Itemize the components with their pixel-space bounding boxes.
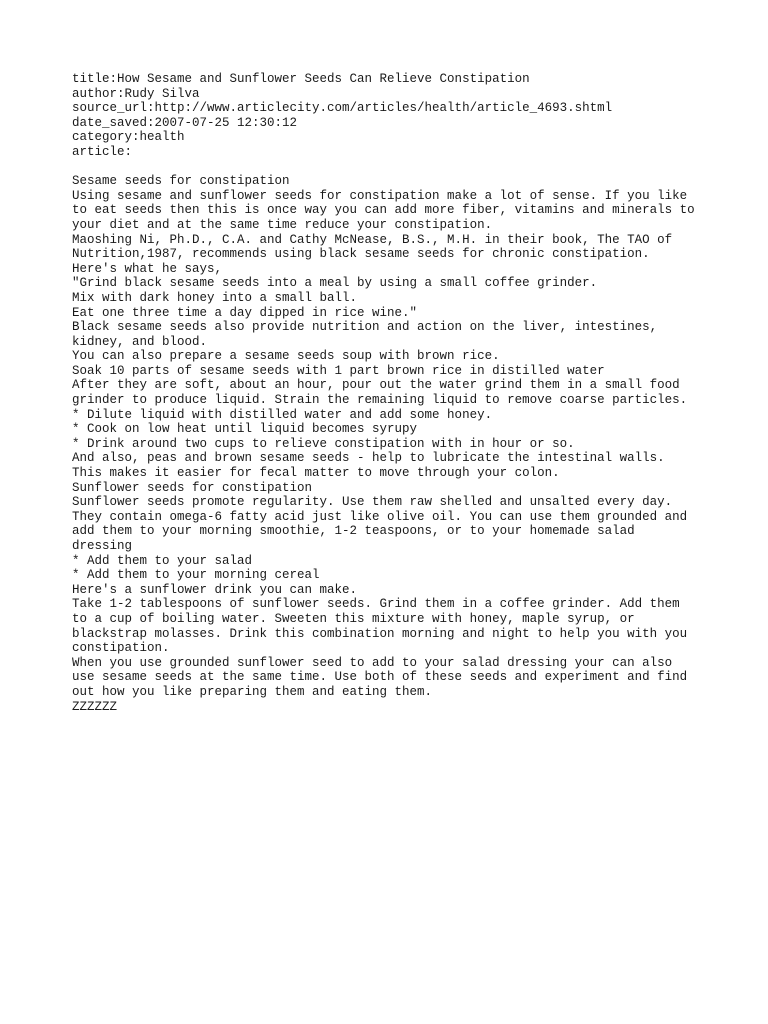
text-line: They contain omega-6 fatty acid just like olive oil. You can use them grounded and — [72, 509, 688, 524]
text-line: out how you like preparing them and eating them. — [72, 684, 433, 699]
text-line: After they are soft, about an hour, pour out the water grind them in a small food — [72, 378, 680, 393]
bullet-item: * Add them to your salad — [72, 553, 253, 568]
text-line: And also, peas and brown sesame seeds - help to lubricate the intestinal walls. — [72, 451, 665, 466]
text-line: dressing — [72, 539, 133, 553]
text-line: You can also prepare a sesame seeds soup with brown rice. — [72, 349, 500, 364]
meta-title: title:How Sesame and Sunflower Seeds Can Relieve Constipation — [72, 72, 530, 86]
meta-article-label: article: — [72, 144, 133, 159]
text-line: Soak 10 parts of sesame seeds with 1 part brown rice in distilled water — [72, 363, 605, 378]
text-line: Here's a sunflower drink you can make. — [72, 582, 358, 597]
quote-line: Mix with dark honey into a small ball. — [72, 290, 358, 305]
text-line: Maoshing Ni, Ph.D., C.A. and Cathy McNease, B.S., M.H. in their book, The TAO of — [72, 232, 673, 247]
text-line: Here's what he says, — [72, 261, 223, 276]
meta-category: category:health — [72, 130, 185, 145]
section-heading-sunflower: Sunflower seeds for constipation — [72, 480, 313, 495]
text-line: Sunflower seeds promote regularity. Use them raw shelled and unsalted every day. — [72, 495, 673, 510]
meta-source-url: source_url:http://www.articlecity.com/articles/health/article_4693.shtml — [72, 101, 613, 116]
text-line: kidney, and blood. — [72, 334, 208, 349]
bullet-item: * Dilute liquid with distilled water and add some honey. — [72, 407, 493, 422]
text-line: use sesame seeds at the same time. Use both of these seeds and experiment and find — [72, 670, 688, 685]
quote-line: "Grind black sesame seeds into a meal by using a small coffee grinder. — [72, 276, 598, 291]
bullet-item: * Drink around two cups to relieve constipation with in hour or so. — [72, 436, 575, 451]
document-page — [72, 72, 712, 714]
bullet-item: * Cook on low heat until liquid becomes syrupy — [72, 422, 418, 437]
text-line: blackstrap molasses. Drink this combination morning and night to help you with you — [72, 626, 688, 641]
text-line: Black sesame seeds also provide nutrition and action on the liver, intestines, — [72, 320, 658, 335]
bullet-item: * Add them to your morning cereal — [72, 568, 320, 583]
text-line: constipation. — [72, 641, 170, 656]
text-line: to eat seeds then this is once way you can add more fiber, vitamins and minerals to — [72, 203, 695, 218]
meta-author: author:Rudy Silva — [72, 86, 200, 101]
text-line: your diet and at the same time reduce your constipation. — [72, 217, 493, 232]
quote-line: Eat one three time a day dipped in rice wine." — [72, 305, 418, 320]
text-line: grinder to produce liquid. Strain the remaining liquid to remove coarse particles. — [72, 393, 688, 408]
end-marker: ZZZZZZ — [72, 699, 118, 714]
text-line: to a cup of boiling water. Sweeten this mixture with honey, maple syrup, or — [72, 611, 635, 626]
text-line: This makes it easier for fecal matter to move through your colon. — [72, 466, 560, 481]
text-line: Nutrition,1987, recommends using black sesame seeds for chronic constipation. — [72, 247, 650, 262]
blank-line — [72, 160, 712, 175]
text-line: Take 1-2 tablespoons of sunflower seeds. Grind them in a coffee grinder. Add them — [72, 597, 680, 612]
metadata-block — [72, 72, 712, 160]
section-heading-sesame: Sesame seeds for constipation — [72, 174, 290, 189]
text-line: When you use grounded sunflower seed to add to your salad dressing your can also — [72, 655, 673, 670]
article-body — [72, 174, 712, 714]
text-line: add them to your morning smoothie, 1-2 teaspoons, or to your homemade salad — [72, 524, 635, 539]
meta-date-saved: date_saved:2007-07-25 12:30:12 — [72, 115, 298, 130]
text-line: Using sesame and sunflower seeds for constipation make a lot of sense. If you like — [72, 188, 688, 203]
